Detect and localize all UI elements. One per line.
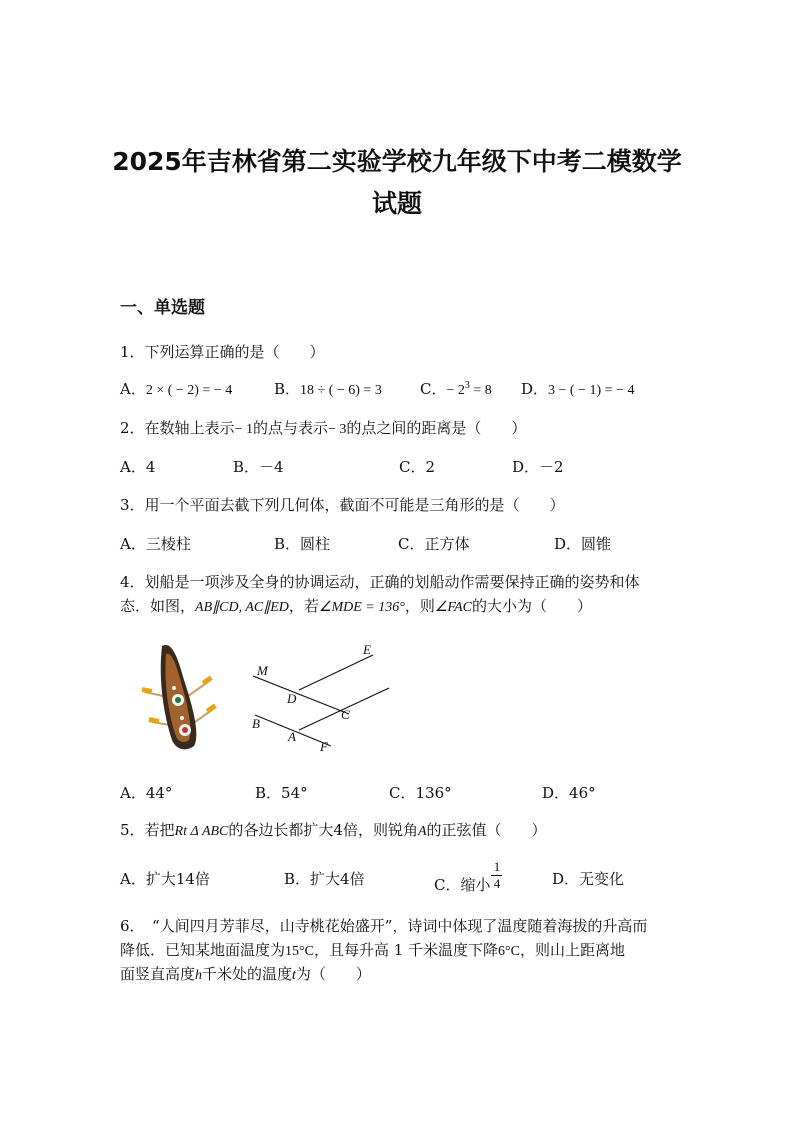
question-2-option-a[interactable]: A．4 [120,458,156,476]
label-e: E [363,642,371,657]
question-3-option-c[interactable]: C．正方体 [398,535,470,553]
geometry-figure [245,640,395,760]
question-3-option-d[interactable]: D．圆锥 [554,535,612,553]
option-math: 3 − ( − 1) = − 4 [548,383,635,398]
stem-math: AB∥CD, AC∥ED [195,600,289,615]
stem-math: ∠FAC [434,600,473,615]
stem-text: 的大小为（ ） [472,597,593,615]
option-letter: A． [120,380,146,398]
question-5-option-a[interactable]: A．扩大14倍 [120,870,210,888]
stem-text: 降低．已知某地面温度为 [120,941,286,959]
question-1-option-a[interactable] [120,378,232,399]
stem-math: h [195,968,203,983]
label-d: D [287,691,297,706]
option-letter: C． [420,380,447,398]
question-4-stem-line1: 4．划船是一项涉及全身的协调运动，正确的划船动作需要保持正确的姿势和体 [120,573,640,591]
stem-text: 的点与表示 [252,419,328,437]
document-title: 2025年吉林省第二实验学校九年级下中考二模数学 [112,147,682,176]
fraction-numerator: 1 [493,859,501,874]
label-c: C [341,707,350,722]
option-letter: B． [274,380,301,398]
stem-math: Rt Δ ABC [174,824,229,839]
question-2-option-c[interactable]: C．2 [399,458,436,476]
question-1-option-c[interactable] [420,378,492,399]
stem-text: ，则 [404,597,435,615]
question-4-option-b[interactable]: B．54° [255,784,308,802]
label-a: A [288,729,296,744]
option-math: = 8 [469,383,492,398]
stem-text: 2．在数轴上表示 [120,419,235,437]
question-3-option-a[interactable]: A．三棱柱 [120,535,191,553]
question-1-option-b[interactable] [274,378,382,399]
stem-math: t [292,968,296,983]
question-4-stem-line2 [120,594,680,620]
stem-math: ∠MDE = 136° [318,600,405,615]
question-1-option-d[interactable] [521,378,634,399]
question-6-stem-line3 [120,962,700,988]
stem-text: 的点之间的距离是（ ） [346,419,527,437]
option-math-exponent: 3 [464,380,470,391]
question-4-option-d[interactable]: D．46° [542,784,596,802]
stem-text: ，则山上距离地 [519,941,625,959]
stem-math: − 3 [327,422,347,437]
section-heading: 一、单选题 [120,298,205,318]
option-letter: D． [521,380,549,398]
question-5-option-b[interactable]: B．扩大4倍 [284,870,365,888]
line-ed [299,655,373,690]
stem-text: ，且每升高 1 千米温度下降 [313,941,499,959]
label-b: B [252,716,260,731]
option-math: 2 × ( − 2) = − 4 [145,383,233,398]
question-4-option-c[interactable]: C．136° [389,784,452,802]
option-math: 18 ÷ ( − 6) = 3 [300,383,382,398]
stem-text: ，若 [288,597,319,615]
stem-text: 5．若把 [120,821,175,839]
question-5-option-d[interactable]: D．无变化 [552,870,625,888]
stem-math: A [417,824,427,839]
question-4-option-a[interactable]: A．44° [120,784,173,802]
stem-math: − 1 [234,422,253,437]
question-2-option-b[interactable]: B．－4 [233,458,284,476]
option-math: − 2 [446,383,465,398]
label-f: F [320,739,328,754]
stem-text: 千米处的温度 [202,965,293,983]
stem-text: 面竖直高度 [120,965,196,983]
question-5-stem [120,818,680,844]
question-3-option-b[interactable]: B．圆柱 [274,535,331,553]
document-title-line2: 试题 [371,189,422,218]
question-6-stem-line1: 6． “人间四月芳菲尽，山寺桃花始盛开”，诗词中体现了温度随着海拔的升高而 [120,917,648,935]
rowing-boat-image [140,640,222,752]
stem-text: 为（ ） [295,965,371,983]
question-6-stem-line2 [120,938,700,964]
label-m: M [257,663,268,678]
question-5-option-c[interactable]: C．缩小 [434,876,491,894]
stem-text: 的正弦值（ ） [426,821,547,839]
fraction-denominator: 4 [493,876,501,891]
stem-math: 15°C [285,944,314,959]
stem-text: 态．如图， [120,597,196,615]
line-md [253,676,349,714]
question-3-stem: 3．用一个平面去截下列几何体，截面不可能是三角形的是（ ） [120,496,565,514]
question-1-stem: 1．下列运算正确的是（ ） [120,343,325,361]
stem-math: 6°C [498,944,520,959]
stem-text: 的各边长都扩大4倍，则锐角 [228,821,418,839]
question-2-option-d[interactable]: D．－2 [512,458,564,476]
question-2-stem [120,416,680,442]
